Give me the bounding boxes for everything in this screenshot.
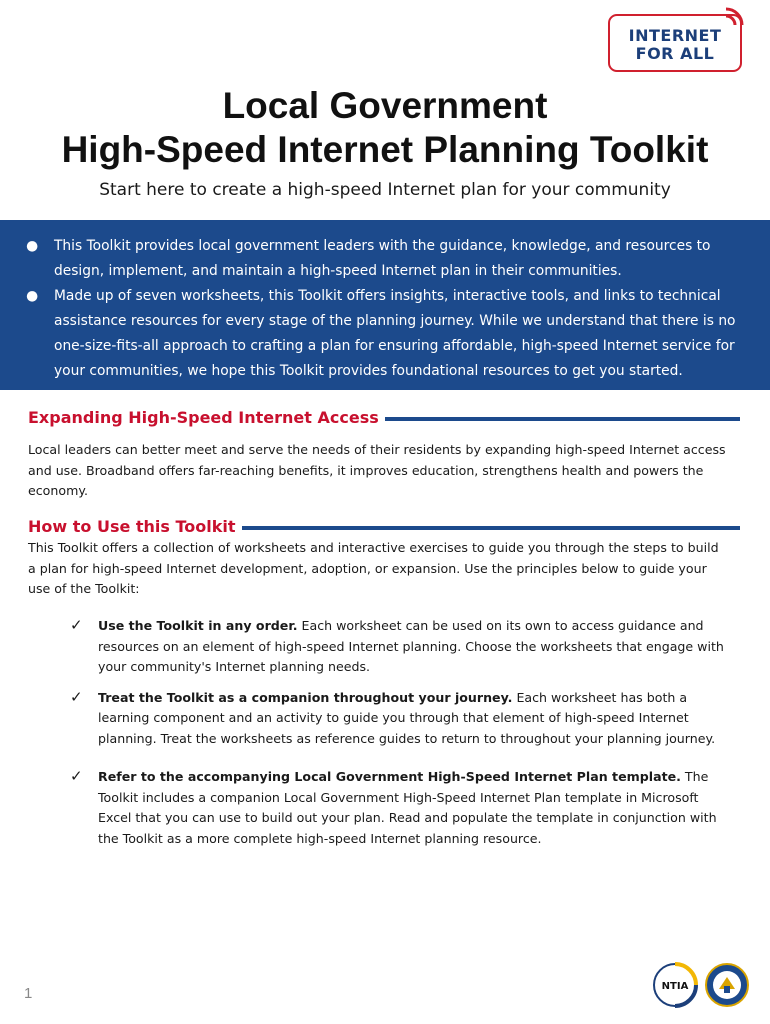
page-number: 1: [24, 985, 33, 1002]
bullet-icon: ●: [26, 288, 39, 304]
principle-item: [70, 767, 730, 849]
principle-item: [70, 616, 730, 678]
principle-lead: Refer to the accompanying Local Government High-Speed Internet Plan template.: [98, 769, 681, 784]
section-title: Expanding High-Speed Internet Access: [28, 408, 379, 427]
principle-lead: Treat the Toolkit as a companion throughout your journey.: [98, 689, 513, 705]
section-heading-expanding: [28, 408, 740, 427]
principles-list: [70, 616, 730, 849]
section-title: How to Use this Toolkit: [28, 517, 236, 536]
logo-line-2: FOR ALL: [635, 44, 715, 63]
principle-item: [70, 688, 730, 750]
intro-bullet: [24, 284, 760, 384]
title-line-1: Local Government: [222, 85, 548, 126]
page-subtitle: Start here to create a high-speed Internet plan for your community: [99, 180, 671, 200]
wifi-signal-icon: [724, 6, 746, 28]
intro-bullet-text: Made up of seven worksheets, this Toolkit offers insights, interactive tools, and links to technical assistance resources for every stage of the planning journey. While we understand that there is no one-size-fits-all approach to crafting a plan for ensuring affordable, high-speed Internet service for your communities, we hope this Toolkit provides foundational resources to get you started.: [54, 288, 736, 379]
principle-lead: Use the Toolkit in any order.: [98, 618, 298, 633]
bullet-icon: ●: [26, 238, 39, 254]
intro-bullet: [24, 234, 760, 284]
commerce-seal-icon: [704, 962, 750, 1008]
principle-text: The Toolkit includes a companion Local Government High-Speed Internet Plan template in Microsoft Excel that you can use to build out your plan. Read and populate the template in conjunction with the Toolkit as a more complete high-speed Internet planning resource.: [98, 769, 717, 846]
intro-band: [0, 220, 770, 390]
logo-line-1: INTERNET: [628, 26, 722, 45]
section-rule: [242, 526, 740, 530]
intro-bullet-text: This Toolkit provides local government leaders with the guidance, knowledge, and resources to design, implement, and maintain a high-speed Internet plan in their communities.: [54, 238, 711, 279]
checkmark-icon: ✓: [70, 767, 83, 785]
howto-body: This Toolkit offers a collection of worksheets and interactive exercises to guide you through the steps to build a plan for high-speed Internet development, adoption, or expansion. Use the principles below to guide your use of the Toolkit:: [28, 540, 719, 596]
ntia-label: NTIA: [661, 981, 689, 992]
section-heading-howto: [28, 517, 740, 536]
principle-text: Each worksheet has both a learning component and an activity to guide you through that element of high-speed Internet planning. Treat the worksheets as reference guides to return to throughout your planning journey.: [98, 689, 716, 746]
section-rule: [385, 417, 740, 421]
checkmark-icon: ✓: [70, 616, 83, 634]
internet-for-all-logo: [608, 14, 742, 72]
intro-bullet-list: [24, 234, 760, 384]
ntia-seal-icon: [652, 962, 698, 1008]
checkmark-icon: ✓: [70, 687, 83, 706]
page-title: [0, 84, 770, 172]
expanding-body: Local leaders can better meet and serve the needs of their residents by expanding high-speed Internet access and use. Broadband offers far-reaching benefits, it improves education, strengthens health and powers the economy.: [28, 442, 726, 498]
principle-text: Each worksheet can be used on its own to access guidance and resources on an element of high-speed Internet planning. Choose the worksheets that engage with your community's Internet planning needs.: [98, 618, 724, 674]
title-line-2: High-Speed Internet Planning Toolkit: [61, 129, 709, 170]
